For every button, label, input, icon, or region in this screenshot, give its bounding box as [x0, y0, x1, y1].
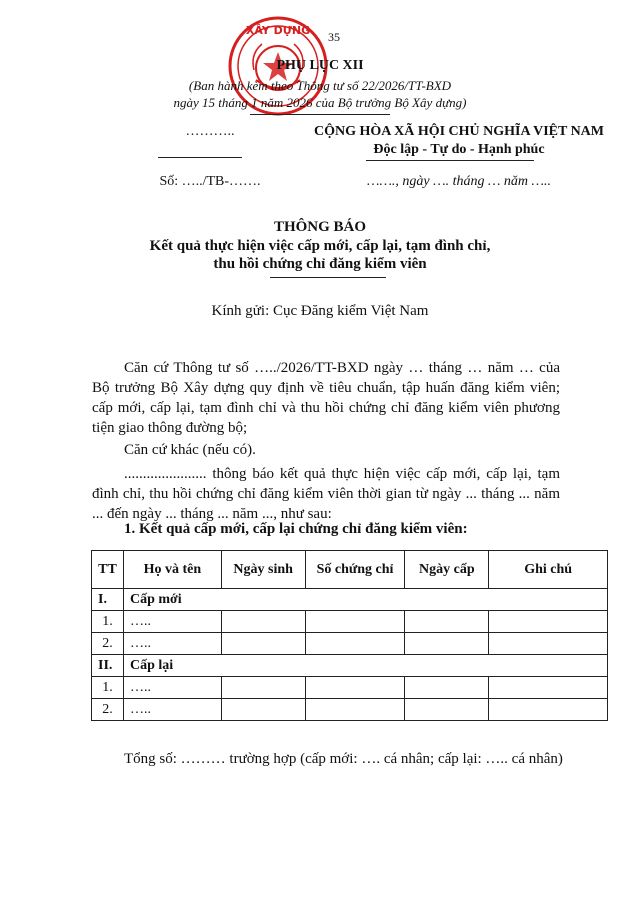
group-label: Cấp mới — [123, 589, 607, 611]
organization-underline — [158, 157, 242, 158]
organization-placeholder: ……….. — [185, 124, 235, 139]
table-header-row — [92, 551, 608, 589]
row-cell — [305, 633, 405, 655]
row-number: 1. — [92, 677, 124, 699]
row-number: 2. — [92, 633, 124, 655]
row-cell — [305, 677, 405, 699]
svg-text:XÂY DỰNG: XÂY DỰNG — [245, 24, 311, 37]
table-group-row — [92, 589, 608, 611]
row-name: ….. — [123, 677, 221, 699]
row-name: ….. — [123, 611, 221, 633]
group-number: II. — [92, 655, 124, 677]
notice-subtitle-line-1: Kết quả thực hiện việc cấp mới, cấp lại, tạm đình chỉ, — [149, 238, 491, 254]
motto-underline — [366, 160, 534, 161]
notice-title: THÔNG BÁO — [273, 219, 367, 235]
row-number: 2. — [92, 699, 124, 721]
row-name: ….. — [123, 633, 221, 655]
page-number: 35 — [328, 30, 340, 44]
row-cell — [305, 699, 405, 721]
legal-basis-paragraph: Căn cứ Thông tư số …../2026/TT-BXD ngày … tháng … năm … của Bộ trưởng Bộ Xây dựng quy định về tiêu chuẩn, tập huấn đăng kiểm viên; cấp mới, cấp lại, tạm đình chỉ và thu hồi chứng chỉ đăng kiểm viên phương tiện giao thông đường bộ; — [92, 360, 560, 436]
header-birth-date: Ngày sinh — [221, 551, 305, 589]
result-table — [91, 550, 608, 721]
table-group-row — [92, 655, 608, 677]
row-cell — [221, 633, 305, 655]
group-label: Cấp lại — [123, 655, 607, 677]
place-and-date: ……., ngày …. tháng … năm ….. — [367, 174, 551, 189]
national-title: CỘNG HÒA XÃ HỘI CHỦ NGHĨA VIỆT NAM — [313, 124, 604, 139]
notice-subtitle-line-2: thu hồi chứng chỉ đăng kiểm viên — [213, 256, 427, 272]
header-certificate-number: Số chứng chỉ — [305, 551, 405, 589]
document-number: Số: …../TB-……. — [159, 174, 261, 189]
row-cell — [221, 699, 305, 721]
recipient-line: Kính gửi: Cục Đăng kiểm Việt Nam — [211, 303, 429, 319]
row-cell — [489, 677, 608, 699]
row-cell — [489, 699, 608, 721]
row-cell — [489, 611, 608, 633]
other-basis-paragraph: Căn cứ khác (nếu có). — [124, 442, 256, 458]
national-motto: Độc lập - Tự do - Hạnh phúc — [373, 142, 545, 157]
row-name: ….. — [123, 699, 221, 721]
header-issue-date: Ngày cấp — [405, 551, 489, 589]
subtitle-underline — [270, 277, 386, 278]
row-number: 1. — [92, 611, 124, 633]
row-cell — [405, 633, 489, 655]
row-cell — [405, 677, 489, 699]
section-1-heading: 1. Kết quả cấp mới, cấp lại chứng chỉ đăng kiểm viên: — [124, 521, 468, 537]
notice-paragraph: ...................... thông báo kết quả thực hiện việc cấp mới, cấp lại, tạm đình chỉ, thu hồi chứng chỉ đăng kiểm viên thời gian từ ngày ... tháng ... năm ... đến ngày ... tháng ... năm ..., như sau: — [92, 466, 560, 522]
table-row — [92, 677, 608, 699]
row-cell — [405, 699, 489, 721]
header-full-name: Họ và tên — [123, 551, 221, 589]
issued-line-2: ngày 15 tháng 1 năm 2026 của Bộ trưởng Bộ Xây dựng) — [173, 95, 467, 110]
table-row — [92, 699, 608, 721]
row-cell — [305, 611, 405, 633]
table-row — [92, 633, 608, 655]
header-tt: TT — [92, 551, 124, 589]
row-cell — [221, 611, 305, 633]
issued-line-1: (Ban hành kèm theo Thông tư số 22/2026/TT-BXD — [188, 78, 452, 93]
header-notes: Ghi chú — [489, 551, 608, 589]
row-cell — [405, 611, 489, 633]
appendix-title: PHỤ LỤC XII — [276, 58, 364, 73]
row-cell — [489, 633, 608, 655]
appendix-underline — [250, 114, 390, 115]
group-number: I. — [92, 589, 124, 611]
total-summary: Tổng số: ……… trường hợp (cấp mới: …. cá nhân; cấp lại: ….. cá nhân) — [124, 751, 563, 767]
row-cell — [221, 677, 305, 699]
table-row — [92, 611, 608, 633]
